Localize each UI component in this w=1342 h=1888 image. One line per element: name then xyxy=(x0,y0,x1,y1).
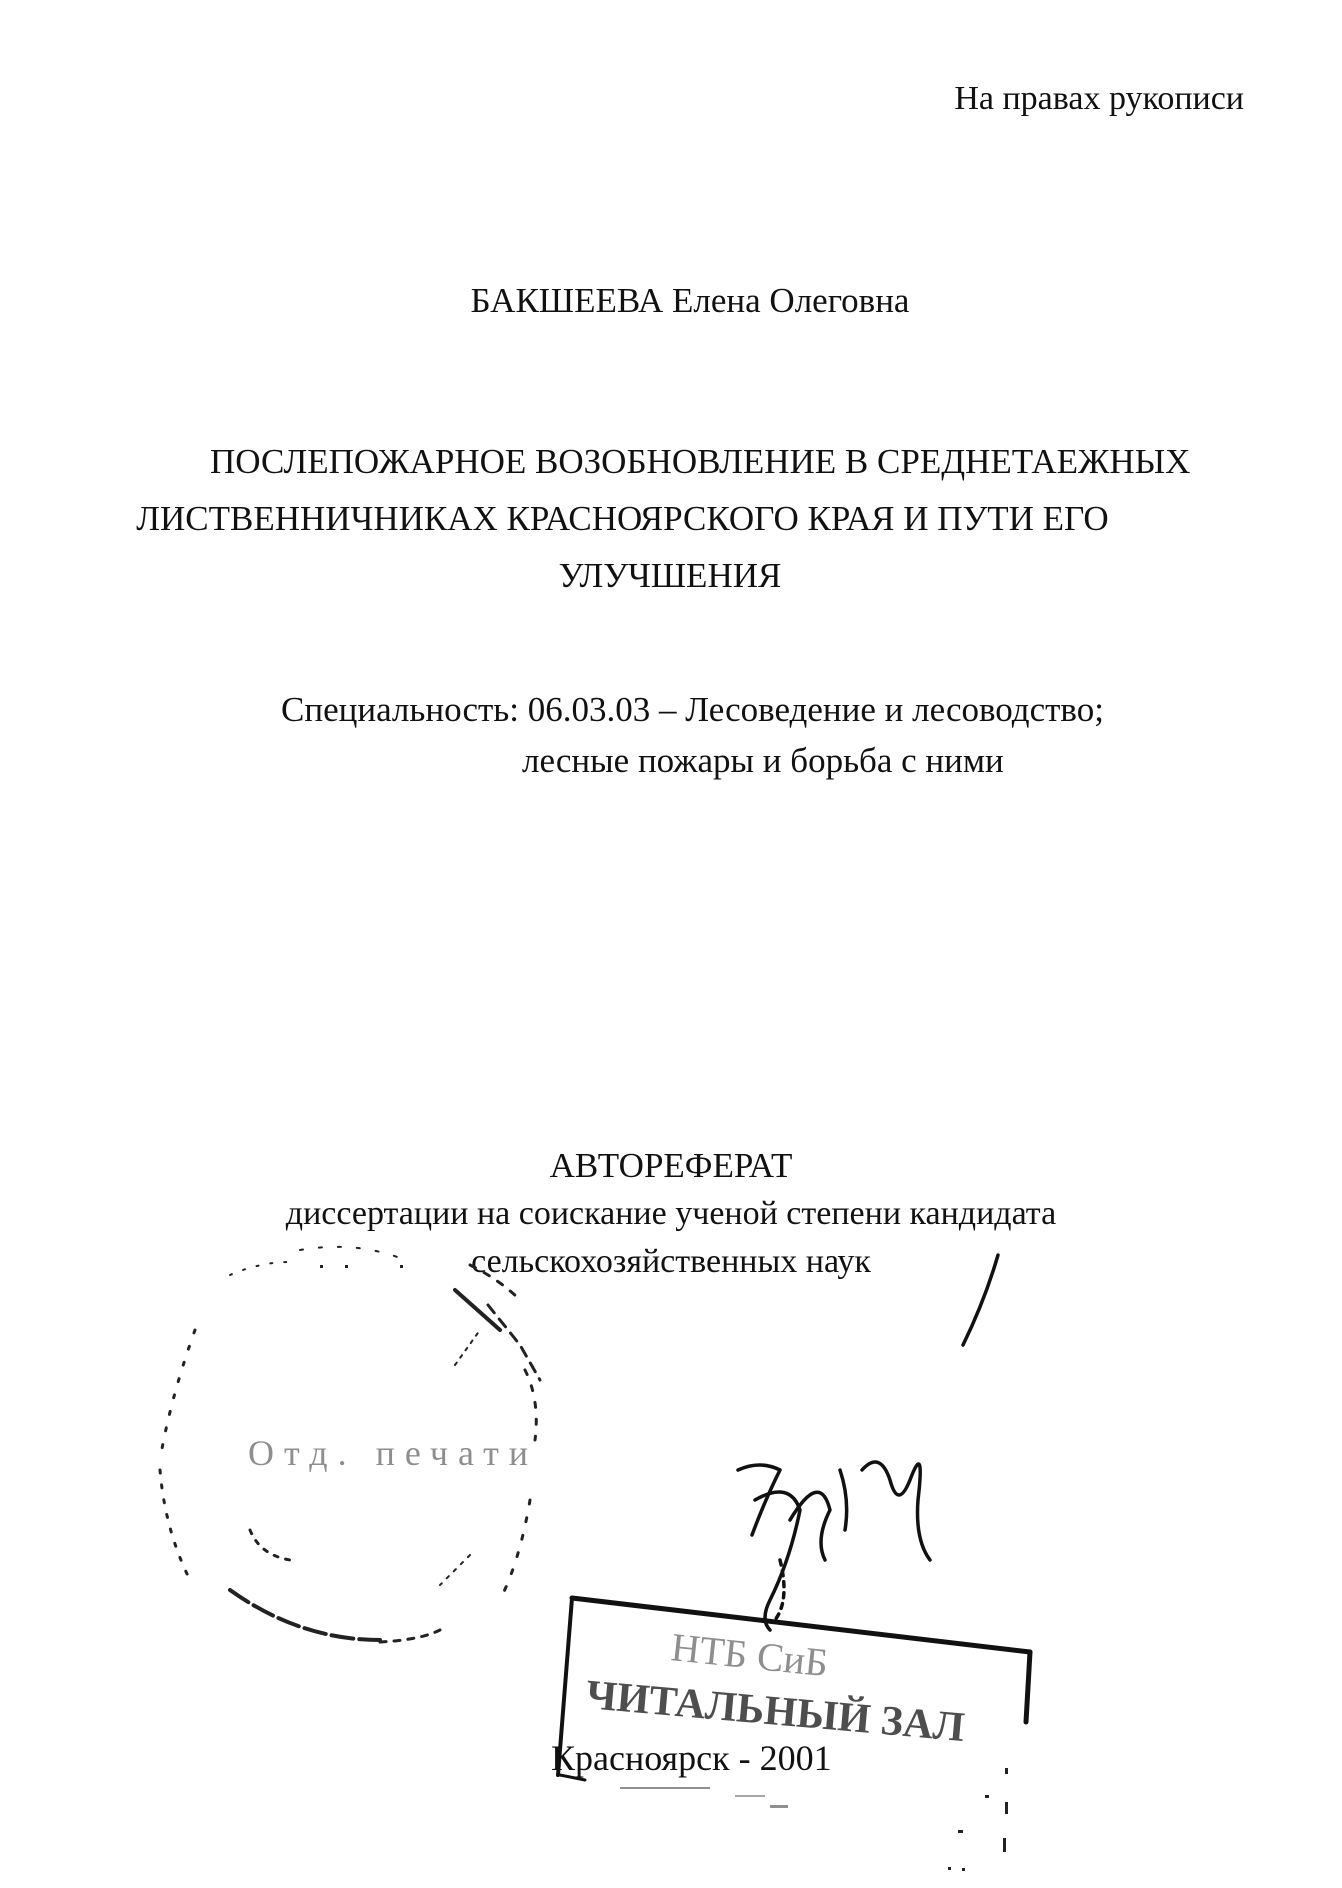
abstract-heading: АВТОРЕФЕРАТ xyxy=(549,1146,793,1185)
title-line-3: УЛУЧШЕНИЯ xyxy=(558,556,782,595)
title-line-1: ПОСЛЕПОЖАРНОЕ ВОЗОБНОВЛЕНИЕ В СРЕДНЕТАЕЖНЫХ xyxy=(210,442,1191,481)
abstract-line-1: диссертации на соискание ученой степени кандидата xyxy=(285,1195,1057,1232)
round-seal xyxy=(160,1247,540,1642)
city-and-year: Красноярск - 2001 xyxy=(551,1738,832,1778)
handwritten-signature xyxy=(738,1255,998,1630)
dissertation-title xyxy=(136,433,1191,604)
abstract-line-2: сельскохозяйственных наук xyxy=(471,1243,871,1280)
library-stamp-line-2: ЧИТАЛЬНЫЙ ЗАЛ xyxy=(584,1672,967,1752)
title-line-2: ЛИСТВЕННИЧНИКАХ КРАСНОЯРСКОГО КРАЯ И ПУТИ ЕГО xyxy=(136,499,1109,538)
specialty-line-1: Специальность: 06.03.03 – Лесоведение и лесоводство; xyxy=(281,690,1104,729)
author-name: БАКШЕЕВА Елена Олеговна xyxy=(470,281,910,320)
scan-specks xyxy=(320,1265,1008,1871)
rights-notice: На правах рукописи xyxy=(954,80,1244,117)
specialty-line-2: лесные пожары и борьба с ними xyxy=(522,741,1004,780)
library-stamp-line-1: НТБ СиБ xyxy=(669,1624,831,1686)
round-seal-text: Отд. печати xyxy=(248,1433,539,1473)
